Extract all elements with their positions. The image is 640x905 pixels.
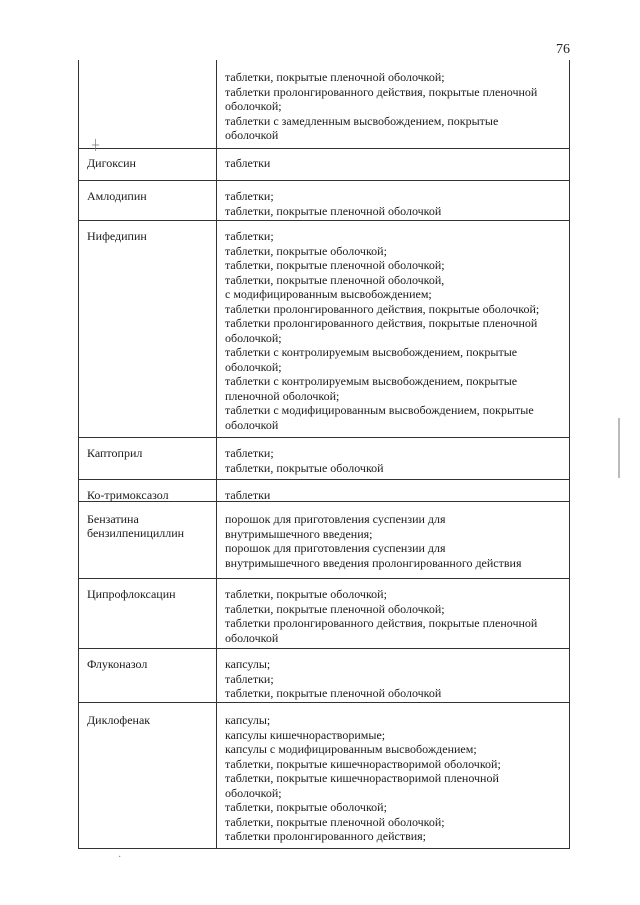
form-line: оболочкой; xyxy=(225,785,282,800)
form-line: с модифицированным высвобождением; xyxy=(225,287,432,301)
form-line: оболочкой xyxy=(225,417,279,432)
form-line: таблетки, покрытые пленочной оболочкой xyxy=(225,203,442,218)
form-line: таблетки, покрытые кишечнорастворимой пленочной xyxy=(225,771,499,785)
form-line: таблетки, покрытые пленочной оболочкой xyxy=(225,686,442,700)
scan-artifact xyxy=(618,418,620,478)
form-line-justified xyxy=(225,114,563,129)
form-line: таблетки, покрытые кишечнорастворимой оболочкой; xyxy=(225,756,501,771)
form-line: таблетки; xyxy=(225,189,274,203)
table-row xyxy=(79,180,569,225)
drug-name-cell: Дигоксин xyxy=(87,156,136,170)
form-line: таблетки пролонгированного действия, покрытые пленочной xyxy=(225,84,538,99)
scan-artifact: · xyxy=(118,852,122,863)
form-line: таблетки, покрытые пленочной оболочкой; xyxy=(225,814,445,829)
form-line: таблетки; xyxy=(225,671,274,686)
drug-name-cell: Ко-тримоксазол xyxy=(87,488,169,502)
form-line: порошок для приготовления суспензии для xyxy=(225,541,446,555)
dosage-forms-cell xyxy=(225,156,563,171)
form-line: оболочкой; xyxy=(225,99,282,113)
form-line: таблетки пролонгированного действия, покрытые пленочной xyxy=(225,316,538,330)
form-line: капсулы; xyxy=(225,713,271,727)
drug-name-cell: Нифедипин xyxy=(87,229,147,243)
table-row xyxy=(79,220,569,436)
drug-name-cell: Амлодипин xyxy=(87,189,147,203)
form-line: таблетки пролонгированного действия, покрытые пленочной xyxy=(225,616,538,630)
form-line: пленочной оболочкой; xyxy=(225,388,340,403)
table-row xyxy=(79,60,569,148)
table-row xyxy=(79,501,569,580)
dosage-forms-cell xyxy=(225,587,563,645)
form-line: таблетки пролонгированного действия, покрытые оболочкой; xyxy=(225,301,540,316)
form-line: оболочкой xyxy=(225,630,279,645)
drug-name-line: бензилпенициллин xyxy=(87,526,185,540)
form-line: капсулы кишечнорастворимые; xyxy=(225,727,386,742)
dosage-forms-cell xyxy=(225,512,563,570)
form-line: капсулы; xyxy=(225,657,271,671)
form-line: таблетки, покрытые пленочной оболочкой; xyxy=(225,258,445,272)
form-line: таблетки с контролируемым высвобождением, покрытые xyxy=(225,374,518,388)
page-number: 76 xyxy=(556,42,570,57)
dosage-forms-cell xyxy=(225,229,563,432)
table-row xyxy=(79,702,569,849)
dosage-forms-cell xyxy=(225,713,563,844)
form-line: таблетки с модифицированным высвобождением, покрытые xyxy=(225,403,534,417)
table-row xyxy=(79,578,569,655)
form-line: таблетки, покрытые оболочкой; xyxy=(225,587,387,601)
form-line: таблетки, покрытые оболочкой; xyxy=(225,243,387,258)
form-line: капсулы с модифицированным высвобождением; xyxy=(225,742,477,756)
form-line: внутримышечного введения пролонгированного действия xyxy=(225,555,522,570)
drug-name-cell: Ципрофлоксацин xyxy=(87,587,176,601)
drug-name-cell: Каптоприл xyxy=(87,446,143,460)
form-line: таблетки, покрытые оболочкой; xyxy=(225,800,387,814)
form-line: таблетки пролонгированного действия; xyxy=(225,829,427,843)
drug-name-line: Бензатина xyxy=(87,512,139,526)
drug-forms-table xyxy=(78,60,570,849)
form-line: порошок для приготовления суспензии для xyxy=(225,512,446,526)
dosage-forms-cell xyxy=(225,446,563,475)
form-line: таблетки; xyxy=(225,446,274,460)
form-line: таблетки; xyxy=(225,229,274,243)
form-line: оболочкой xyxy=(225,128,279,142)
form-line: таблетки, покрытые пленочной оболочкой; xyxy=(225,601,445,616)
form-line: оболочкой; xyxy=(225,359,282,374)
drug-name-cell: Диклофенак xyxy=(87,713,151,727)
form-line: внутримышечного введения; xyxy=(225,526,373,541)
form-line: таблетки, покрытые пленочной оболочкой, xyxy=(225,272,445,287)
dosage-forms-cell xyxy=(225,189,563,218)
table-row xyxy=(79,437,569,480)
table-row xyxy=(79,148,569,177)
dosage-forms-cell xyxy=(225,657,563,701)
table-row xyxy=(79,648,569,709)
drug-name-cell xyxy=(87,512,184,540)
form-line: таблетки с контролируемым высвобождением, покрытые xyxy=(225,345,518,359)
form-line: таблетки xyxy=(225,488,271,502)
form-line: таблетки, покрытые оболочкой xyxy=(225,460,384,475)
form-line: таблетки xyxy=(225,156,271,170)
dosage-forms-cell xyxy=(225,70,563,143)
drug-name-cell: Флуконазол xyxy=(87,657,148,671)
scan-artifact: ┼ xyxy=(92,140,100,151)
form-line: таблетки с замедленным высвобождением, покрытые xyxy=(225,113,499,128)
form-line: оболочкой; xyxy=(225,330,282,345)
form-line: таблетки, покрытые пленочной оболочкой; xyxy=(225,70,445,84)
